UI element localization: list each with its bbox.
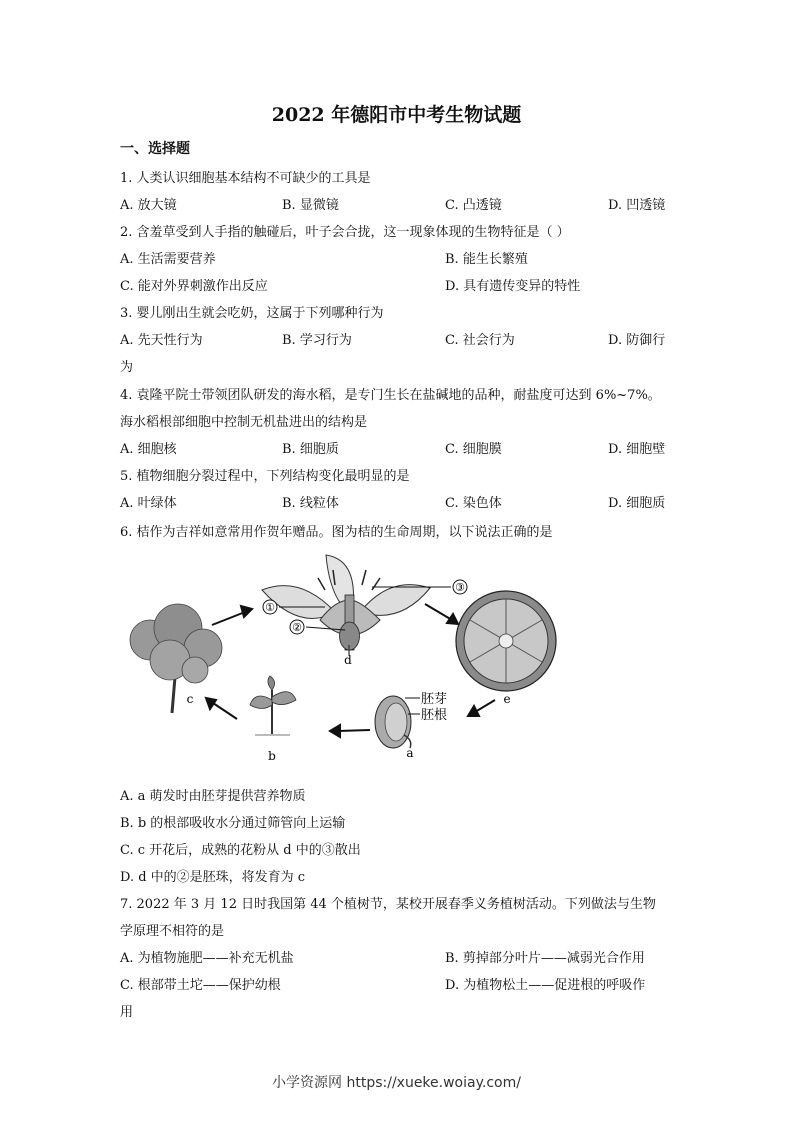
label-circle-3: ③ xyxy=(455,581,465,594)
q6-option-c: C. c 开花后，成熟的花粉从 d 中的③散出 xyxy=(120,843,361,858)
q7-stem-line1: 7. 2022 年 3 月 12 日时我国第 44 个植树节，某校开展春季义务植树活动。下列做法与生物 xyxy=(120,897,656,912)
q3-option-d-continued: 为 xyxy=(120,360,134,375)
q1-option-c: C. 凸透镜 xyxy=(445,198,502,213)
seed-image xyxy=(375,696,411,748)
q5-option-c: C. 染色体 xyxy=(445,496,502,511)
q3-option-a: A. 先天性行为 xyxy=(120,333,203,348)
q5-option-d: D. 细胞质 xyxy=(608,496,666,511)
fruit-cross-section-image xyxy=(456,591,556,691)
q5-option-a: A. 叶绿体 xyxy=(120,496,177,511)
page-title: 2022 年德阳市中考生物试题 xyxy=(271,104,522,126)
q2-stem: 2. 含羞草受到人手指的触碰后，叶子会合拢，这一现象体现的生物特征是（ ） xyxy=(120,225,570,240)
q1-option-b: B. 显微镜 xyxy=(282,198,339,213)
label-e: e xyxy=(503,692,511,706)
label-a: a xyxy=(406,746,414,760)
tree-image xyxy=(130,604,222,713)
q1-stem: 1. 人类认识细胞基本结构不可缺少的工具是 xyxy=(120,171,371,186)
q7-stem-line2: 学原理不相符的是 xyxy=(120,924,225,939)
q5-stem: 5. 植物细胞分裂过程中，下列结构变化最明显的是 xyxy=(120,469,410,484)
q2-option-d: D. 具有遗传变异的特性 xyxy=(445,279,581,294)
q2-option-a: A. 生活需要营养 xyxy=(120,252,216,267)
q2-option-b: B. 能生长繁殖 xyxy=(445,252,528,267)
q7-option-c: C. 根部带土坨——保护幼根 xyxy=(120,978,281,993)
q7-option-a: A. 为植物施肥——补充无机盐 xyxy=(120,951,294,966)
seedling-image xyxy=(250,676,296,735)
footer-watermark: 小学资源网 https://xueke.woiay.com/ xyxy=(272,1075,521,1091)
q4-option-c: C. 细胞膜 xyxy=(445,442,502,457)
q7-option-b: B. 剪掉部分叶片——减弱光合作用 xyxy=(445,951,645,966)
q2-option-c: C. 能对外界刺激作出反应 xyxy=(120,279,268,294)
q6-option-a: A. a 萌发时由胚芽提供营养物质 xyxy=(120,789,306,804)
q6-option-b: B. b 的根部吸收水分通过筛管向上运输 xyxy=(120,816,346,831)
q4-stem-line2: 海水稻根部细胞中控制无机盐进出的结构是 xyxy=(120,415,368,430)
q6-stem: 6. 桔作为吉祥如意常用作贺年赠品。图为桔的生命周期，以下说法正确的是 xyxy=(120,525,553,540)
label-d: d xyxy=(344,653,352,667)
q4-option-b: B. 细胞质 xyxy=(282,442,339,457)
label-b: b xyxy=(268,749,276,763)
q4-stem-line1: 4. 袁隆平院士带领团队研发的海水稻，是专门生长在盐碱地的品种，耐盐度可达到 6%~7%。 xyxy=(120,388,661,403)
q3-option-d: D. 防御行 xyxy=(608,333,666,348)
label-circle-1: ① xyxy=(265,601,275,614)
label-plumule: 胚芽 xyxy=(421,692,448,707)
label-radicle: 胚根 xyxy=(421,708,448,723)
q3-stem: 3. 婴儿刚出生就会吃奶，这属于下列哪种行为 xyxy=(120,306,384,321)
label-circle-2: ② xyxy=(292,621,302,634)
q7-option-d-continued: 用 xyxy=(120,1005,134,1020)
q4-option-d: D. 细胞壁 xyxy=(608,442,666,457)
q6-option-d: D. d 中的②是胚珠，将发育为 c xyxy=(120,870,306,885)
flower-image xyxy=(262,555,430,655)
q3-option-c: C. 社会行为 xyxy=(445,333,515,348)
q1-option-d: D. 凹透镜 xyxy=(608,198,666,213)
q4-option-a: A. 细胞核 xyxy=(120,442,177,457)
q5-option-b: B. 线粒体 xyxy=(282,496,339,511)
label-c: c xyxy=(186,692,194,706)
q7-option-d: D. 为植物松土——促进根的呼吸作 xyxy=(445,978,646,993)
section-heading: 一、选择题 xyxy=(120,141,190,157)
q3-option-b: B. 学习行为 xyxy=(282,333,352,348)
q1-option-a: A. 放大镜 xyxy=(120,198,177,213)
